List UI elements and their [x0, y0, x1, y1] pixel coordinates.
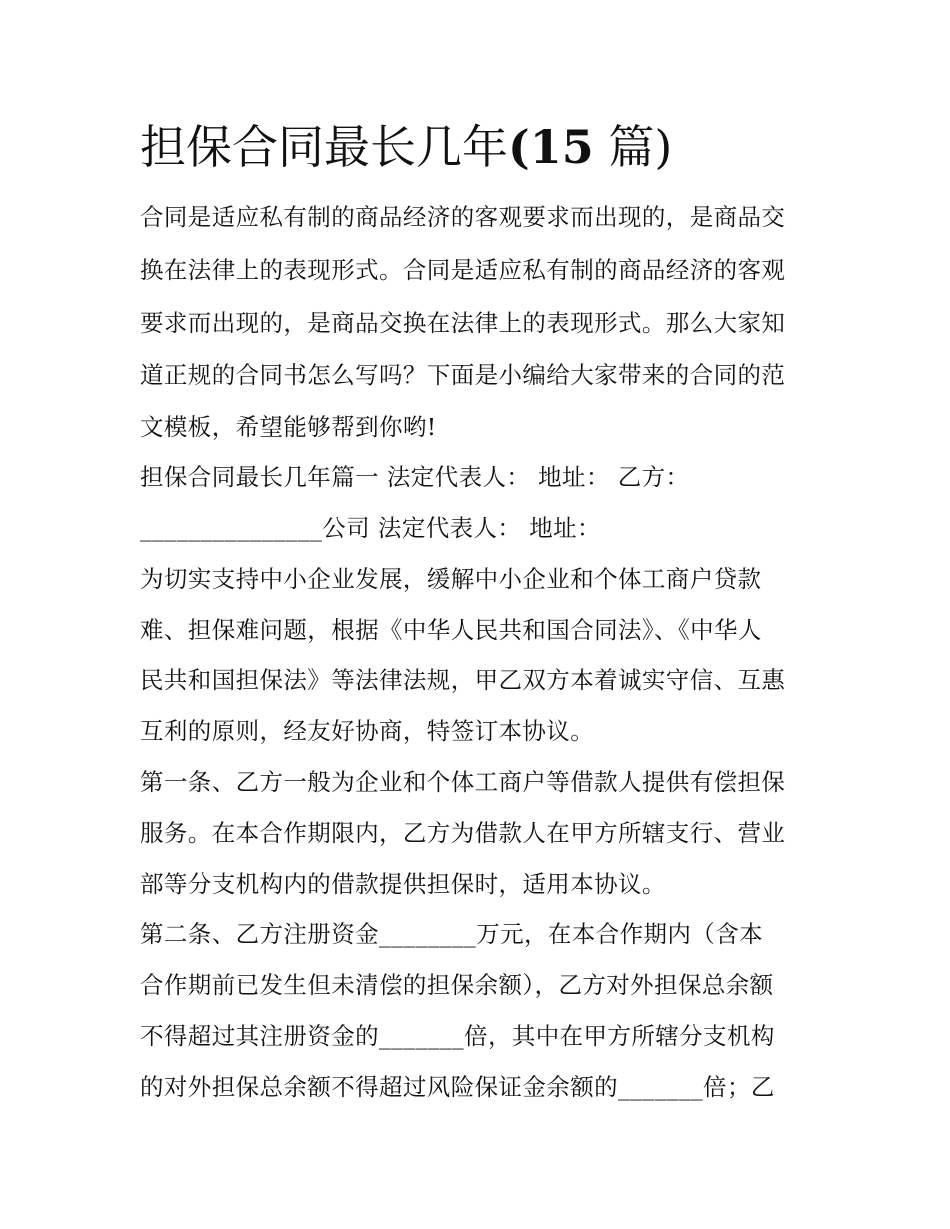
text-line: 道正规的合同书怎么写吗？下面是小编给大家带来的合同的范 — [140, 361, 786, 389]
text-line: 民共和国担保法》等法律法规，甲乙双方本着诚实守信、互惠 — [140, 666, 786, 694]
title-count: (15 — [508, 120, 594, 174]
text-line: 部等分支机构内的借款提供担保时，适用本协议。 — [140, 870, 666, 898]
text-line: 担保合同最长几年篇一 法定代表人： 地址： 乙方： — [140, 463, 690, 491]
text-line: 第二条、乙方注册资金________万元，在本合作期内（含本 — [140, 920, 763, 948]
text-line: 文模板，希望能够帮到你哟! — [140, 413, 437, 441]
page-title — [140, 116, 672, 178]
text-line: 合同是适应私有制的商品经济的客观要求而出现的，是商品交 — [140, 203, 786, 231]
text-line: 难、担保难问题，根据《中华人民共和国合同法》、《中华人 — [140, 616, 762, 644]
title-text: 担保合同最长几年 — [140, 120, 508, 174]
text-line: 为切实支持中小企业发展，缓解中小企业和个体工商户贷款 — [140, 565, 762, 593]
text-line: 换在法律上的表现形式。合同是适应私有制的商品经济的客观 — [140, 256, 786, 284]
text-line: 第一条、乙方一般为企业和个体工商户等借款人提供有偿担保 — [140, 768, 786, 796]
text-line: 要求而出现的，是商品交换在法律上的表现形式。那么大家知 — [140, 309, 786, 337]
text-line: 的对外担保总余额不得超过风险保证金余额的_______倍；乙 — [140, 1073, 775, 1101]
text-line: 互利的原则，经友好协商，特签订本协议。 — [140, 717, 595, 745]
text-line: 合作期前已发生但未清偿的担保余额），乙方对外担保总余额 — [140, 971, 774, 999]
title-suffix: 篇) — [608, 120, 673, 174]
text-line: 不得超过其注册资金的_______倍，其中在甲方所辖分支机构 — [140, 1022, 775, 1050]
text-line: 服务。在本合作期限内，乙方为借款人在甲方所辖支行、营业 — [140, 819, 786, 847]
text-line: _______________公司 法定代表人： 地址： — [140, 514, 601, 542]
